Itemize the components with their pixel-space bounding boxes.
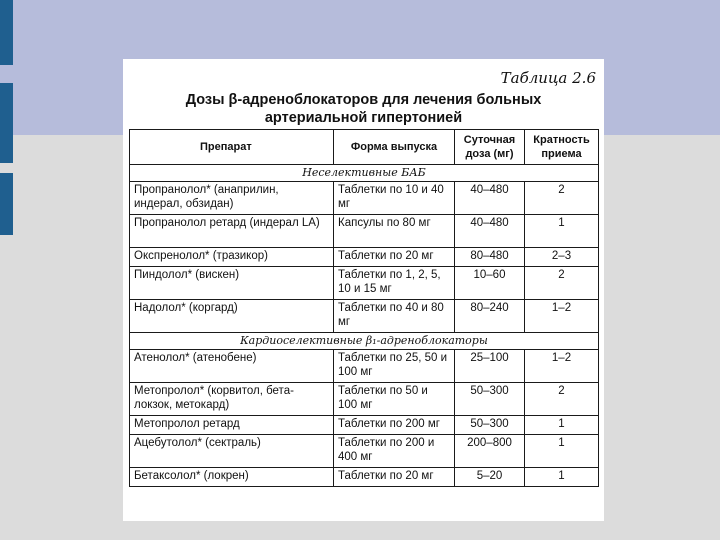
cell-frequency: 1 bbox=[525, 468, 599, 487]
cell-frequency: 1 bbox=[525, 416, 599, 435]
cell-dose: 25–100 bbox=[455, 350, 525, 383]
section-cardioselective: Кардиоселективные β₁-адреноблокаторы bbox=[130, 333, 599, 350]
title-line-1: Дозы β-адреноблокаторов для лечения больных bbox=[185, 92, 542, 108]
cell-dose: 40–480 bbox=[455, 215, 525, 248]
cell-form: Капсулы по 80 мг bbox=[334, 215, 455, 248]
section-nonselective: Неселективные БАБ bbox=[130, 165, 599, 182]
cell-dose: 50–300 bbox=[455, 383, 525, 416]
header-drug: Препарат bbox=[130, 130, 334, 165]
cell-frequency: 2 bbox=[525, 383, 599, 416]
header-form: Форма выпуска bbox=[334, 130, 455, 165]
table-row bbox=[130, 468, 599, 487]
cell-form: Таблетки по 20 мг bbox=[334, 248, 455, 267]
cell-dose: 10–60 bbox=[455, 267, 525, 300]
cell-drug: Надолол* (коргард) bbox=[130, 300, 334, 333]
cell-form: Таблетки по 10 и 40 мг bbox=[334, 182, 455, 215]
cell-drug: Пиндолол* (вискен) bbox=[130, 267, 334, 300]
table-row bbox=[130, 383, 599, 416]
cell-frequency: 1–2 bbox=[525, 300, 599, 333]
table-row bbox=[130, 215, 599, 248]
cell-frequency: 1 bbox=[525, 435, 599, 468]
table-row bbox=[130, 300, 599, 333]
cell-frequency: 1 bbox=[525, 215, 599, 248]
cell-drug: Метопролол* (корвитол, бета-локзок, метокард) bbox=[130, 383, 334, 416]
cell-form: Таблетки по 25, 50 и 100 мг bbox=[334, 350, 455, 383]
cell-frequency: 2 bbox=[525, 182, 599, 215]
section-row bbox=[130, 333, 599, 350]
cell-form: Таблетки по 200 и 400 мг bbox=[334, 435, 455, 468]
cell-form: Таблетки по 40 и 80 мг bbox=[334, 300, 455, 333]
table-row bbox=[130, 350, 599, 383]
accent-bar bbox=[0, 173, 13, 235]
cell-drug: Метопролол ретард bbox=[130, 416, 334, 435]
cell-form: Таблетки по 50 и 100 мг bbox=[334, 383, 455, 416]
header-row bbox=[130, 130, 599, 165]
cell-dose: 80–480 bbox=[455, 248, 525, 267]
cell-frequency: 2–3 bbox=[525, 248, 599, 267]
cell-form: Таблетки по 200 мг bbox=[334, 416, 455, 435]
dosage-table bbox=[129, 129, 599, 487]
cell-drug: Пропранолол ретард (индерал LA) bbox=[130, 215, 334, 248]
accent-bar bbox=[0, 0, 13, 65]
cell-form: Таблетки по 20 мг bbox=[334, 468, 455, 487]
cell-drug: Ацебутолол* (сектраль) bbox=[130, 435, 334, 468]
accent-bar bbox=[0, 83, 13, 163]
cell-drug: Окспренолол* (тразикор) bbox=[130, 248, 334, 267]
table-row bbox=[130, 182, 599, 215]
title-line-2: артериальной гипертонией bbox=[264, 110, 463, 126]
table-row bbox=[130, 416, 599, 435]
table-row bbox=[130, 435, 599, 468]
cell-frequency: 1–2 bbox=[525, 350, 599, 383]
cell-dose: 200–800 bbox=[455, 435, 525, 468]
cell-frequency: 2 bbox=[525, 267, 599, 300]
cell-form: Таблетки по 1, 2, 5, 10 и 15 мг bbox=[334, 267, 455, 300]
cell-drug: Пропранолол* (анаприлин, индерал, обзидан) bbox=[130, 182, 334, 215]
cell-dose: 5–20 bbox=[455, 468, 525, 487]
cell-drug: Бетаксолол* (локрен) bbox=[130, 468, 334, 487]
table-row bbox=[130, 248, 599, 267]
section-row bbox=[130, 165, 599, 182]
cell-dose: 40–480 bbox=[455, 182, 525, 215]
document-page bbox=[123, 59, 604, 521]
cell-dose: 80–240 bbox=[455, 300, 525, 333]
table-title bbox=[123, 91, 604, 127]
header-daily-dose: Суточная доза (мг) bbox=[455, 130, 525, 165]
header-frequency: Кратность приема bbox=[525, 130, 599, 165]
cell-drug: Атенолол* (атенобене) bbox=[130, 350, 334, 383]
table-row bbox=[130, 267, 599, 300]
cell-dose: 50–300 bbox=[455, 416, 525, 435]
table-caption: Таблица 2.6 bbox=[500, 69, 596, 87]
